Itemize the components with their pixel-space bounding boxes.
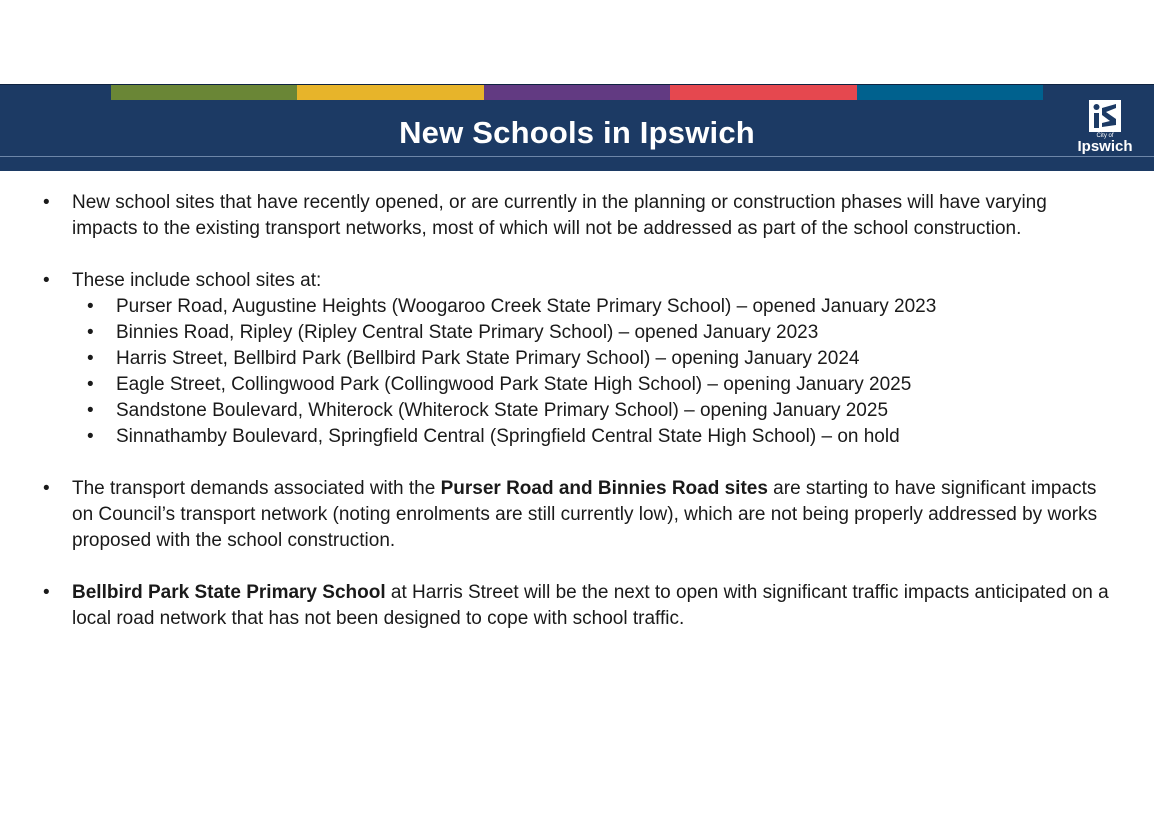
bullet-text-tail: are starting to have significant impacts on Council’s transport network (noting enrolments are still currently low), which are not being properly addressed by works proposed with the school construction. xyxy=(72,478,1098,551)
sub-bullet-text: Purser Road, Augustine Heights (Woogaroo Creek State Primary School) – opened January 2023 xyxy=(116,296,937,317)
sub-bullet-item xyxy=(0,294,1154,320)
sub-bullet-dot: • xyxy=(87,322,94,343)
sub-bullet-dot: • xyxy=(87,296,94,317)
header-divider xyxy=(0,156,1154,157)
city-of-ipswich-logo xyxy=(1074,97,1136,155)
sub-bullet-dot: • xyxy=(87,426,94,447)
bullet-item xyxy=(0,580,1154,632)
stripe-green xyxy=(111,85,297,100)
bullet-dot: • xyxy=(43,270,50,291)
stripe-yellow xyxy=(297,85,483,100)
bullet-text: These include school sites at: xyxy=(72,270,322,291)
sub-bullet-text: Harris Street, Bellbird Park (Bellbird Park State Primary School) – opening January 2024 xyxy=(116,348,860,369)
sub-bullet-text: Binnies Road, Ripley (Ripley Central State Primary School) – opened January 2023 xyxy=(116,322,819,343)
sub-bullet-item xyxy=(0,320,1154,346)
bullet-item xyxy=(0,190,1154,242)
logo-small-text: City of xyxy=(1096,133,1114,139)
sub-bullet-item xyxy=(0,346,1154,372)
header-banner xyxy=(0,84,1154,171)
sub-bullet-item xyxy=(0,372,1154,398)
bullet-dot: • xyxy=(43,192,50,213)
slide-content xyxy=(0,190,1154,632)
bullet-dot: • xyxy=(43,582,50,603)
bullet-text-emphasis: Bellbird Park State Primary School xyxy=(72,582,386,603)
sub-bullet-dot: • xyxy=(87,348,94,369)
bullet-item xyxy=(0,476,1154,554)
bullet-text xyxy=(72,478,1097,551)
bullet-text xyxy=(72,582,1109,629)
sub-bullet-text: Sinnathamby Boulevard, Springfield Central (Springfield Central State High School) – on hold xyxy=(116,426,900,447)
bullet-text-tail: at Harris Street will be the next to open with significant traffic impacts anticipated on a local road network that has not been designed to cope with school traffic. xyxy=(72,582,1109,629)
bullet-text-emphasis: Purser Road and Binnies Road sites xyxy=(440,478,768,499)
sub-bullet-dot: • xyxy=(87,374,94,395)
city-of-ipswich-logo-icon xyxy=(1088,99,1122,133)
bullet-dot: • xyxy=(43,478,50,499)
sub-bullet-item xyxy=(0,424,1154,450)
sub-bullet-dot: • xyxy=(87,400,94,421)
stripe-blue xyxy=(857,85,1043,100)
bullet-text-lead: The transport demands associated with the xyxy=(72,478,441,499)
logo-name: Ipswich xyxy=(1077,138,1133,155)
stripe-purple xyxy=(484,85,670,100)
bullet-text: New school sites that have recently opened, or are currently in the planning or construction phases will have varying impacts to the existing transport networks, most of which will not be addressed as part of the school construction. xyxy=(72,192,1047,239)
sub-bullet-item xyxy=(0,398,1154,424)
slide-title: New Schools in Ipswich xyxy=(399,115,755,150)
bullet-item xyxy=(0,268,1154,294)
sub-bullet-text: Sandstone Boulevard, Whiterock (Whiterock State Primary School) – opening January 2025 xyxy=(116,400,889,421)
sub-bullet-text: Eagle Street, Collingwood Park (Collingwood Park State High School) – opening January 2025 xyxy=(116,374,912,395)
stripe-red xyxy=(670,85,856,100)
color-stripes xyxy=(111,85,1043,100)
